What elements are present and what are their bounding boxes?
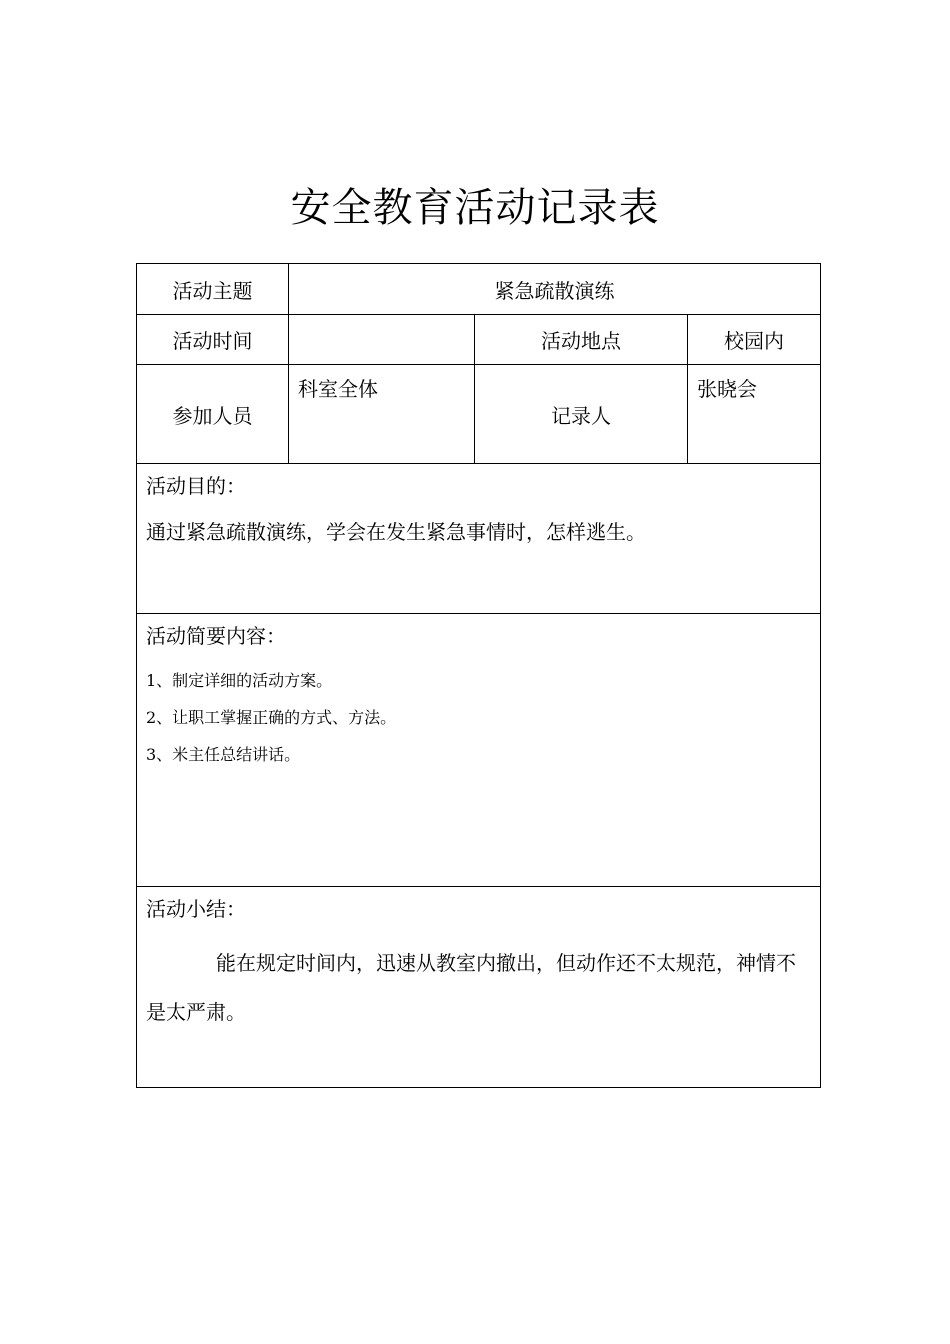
content-list: [146, 662, 812, 773]
time-place-row: [137, 315, 821, 365]
theme-label: 活动主题: [137, 264, 289, 315]
participants-value: 科室全体: [289, 365, 475, 464]
time-value: [289, 315, 475, 365]
summary-section: [137, 887, 821, 1088]
list-item: 3、米主任总结讲话。: [146, 745, 301, 764]
purpose-label: 活动目的：: [146, 474, 246, 498]
summary-row: [137, 887, 821, 1088]
page-title: 安全教育活动记录表: [290, 185, 660, 231]
purpose-row: [137, 464, 821, 614]
place-label: 活动地点: [475, 315, 688, 365]
theme-row: [137, 264, 821, 315]
recorder-label: 记录人: [475, 365, 688, 464]
list-item: 2、让职工掌握正确的方式、方法。: [146, 708, 397, 727]
theme-value: 紧急疏散演练: [289, 264, 821, 315]
content-section: [137, 614, 821, 887]
content-label: 活动简要内容：: [146, 624, 286, 648]
summary-text: 能在规定时间内，迅速从教室内撤出，但动作还不太规范，神情不是太严肃。: [146, 951, 796, 1024]
participants-label: 参加人员: [137, 365, 289, 464]
record-table: [136, 263, 821, 1088]
content-row: [137, 614, 821, 887]
purpose-text: 通过紧急疏散演练，学会在发生紧急事情时，怎样逃生。: [146, 520, 646, 544]
place-value: 校园内: [688, 315, 821, 365]
purpose-section: [137, 464, 821, 614]
summary-label: 活动小结：: [146, 897, 246, 921]
list-item: 1、制定详细的活动方案。: [146, 671, 333, 690]
participants-row: [137, 365, 821, 464]
time-label: 活动时间: [137, 315, 289, 365]
recorder-value: 张晓会: [688, 365, 821, 464]
